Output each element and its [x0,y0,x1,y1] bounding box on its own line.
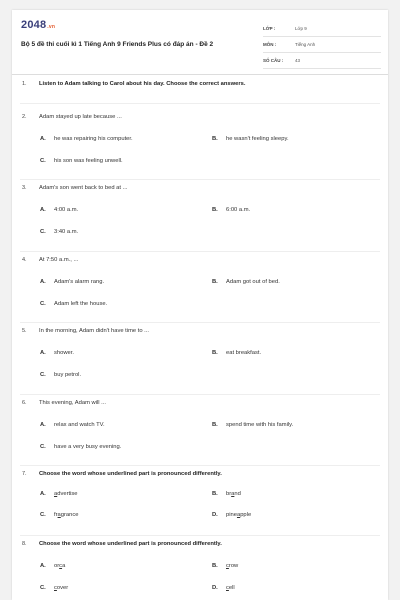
question-text: Adam stayed up late because ... [39,114,122,120]
answer-option-b[interactable]: B. 6:00 a.m. [212,207,251,213]
answer-option-c[interactable]: C. Adam left the house. [40,301,108,307]
question-separator [20,465,380,466]
answer-option-c[interactable]: C. have a very busy evening. [40,444,122,450]
question-separator [20,251,380,252]
answer-option-a[interactable]: A. 4:00 a.m. [40,207,79,213]
meta-key: SỐ CÂU : [263,58,284,63]
answer-option-a[interactable]: A. orca [40,563,66,569]
answer-option-c[interactable]: C. his son was feeling unwell. [40,158,123,164]
question-2 [22,114,372,174]
question-number: 1. [22,81,27,87]
question-text: Choose the word whose underlined part is pronounced differently. [39,471,222,477]
document-header [20,16,380,68]
header-divider [12,74,388,75]
answer-option-b[interactable]: B. spend time with his family. [212,422,294,428]
question-8 [22,541,372,599]
meta-row-class [263,24,381,37]
answer-option-b[interactable]: B. he wasn't feeling sleepy. [212,136,289,142]
question-number: 6. [22,400,27,406]
logo-suffix: .vn [47,24,56,30]
question-number: 2. [22,114,27,120]
question-separator [20,179,380,180]
answer-option-a[interactable]: A. Adam's alarm rang. [40,279,105,285]
question-text: Listen to Adam talking to Carol about his day. Choose the correct answers. [39,81,246,87]
answer-option-d[interactable]: D. cell [212,585,235,591]
question-6 [22,400,372,460]
meta-row-count [263,56,381,69]
answer-option-b[interactable]: B. brand [212,491,241,497]
document-title: Bộ 5 đề thi cuối kì 1 Tiếng Anh 9 Friends Plus có đáp án - Đề 2 [21,41,214,48]
answer-option-a[interactable]: A. shower. [40,350,74,356]
answer-option-a[interactable]: A. advertise [40,491,78,497]
question-number: 3. [22,185,27,191]
meta-key: LỚP : [263,26,276,31]
question-number: 8. [22,541,27,547]
question-text: Adam's son went back to bed at ... [39,185,128,191]
answer-option-d[interactable]: D. pineapple [212,512,252,518]
question-separator [20,394,380,395]
question-number: 4. [22,257,27,263]
meta-row-subject [263,40,381,53]
answer-option-b[interactable]: B. Adam got out of bed. [212,279,280,285]
meta-value: 43 [295,58,301,63]
answer-option-c[interactable]: C. cover [40,585,69,591]
question-4 [22,257,372,317]
question-text: In the morning, Adam didn't have time to ... [39,328,150,334]
question-1 [22,81,372,91]
answer-option-c[interactable]: C. 3:40 a.m. [40,229,79,235]
question-separator [20,535,380,536]
logo-main: 2048 [21,19,47,31]
answer-option-b[interactable]: B. eat breakfast. [212,350,262,356]
question-text: Choose the word whose underlined part is pronounced differently. [39,541,222,547]
answer-option-a[interactable]: A. he was repairing his computer. [40,136,133,142]
question-separator [20,103,380,104]
answer-option-c[interactable]: C. fragrance [40,512,79,518]
site-logo[interactable] [21,19,55,31]
answer-option-c[interactable]: C. buy petrol. [40,372,82,378]
question-separator [20,322,380,323]
question-text: At 7:50 a.m., ... [39,257,79,263]
answer-option-a[interactable]: A. relax and watch TV. [40,422,105,428]
meta-key: MÔN : [263,42,277,47]
question-5 [22,328,372,388]
question-number: 5. [22,328,27,334]
meta-value: Tiếng Anh [295,42,316,47]
meta-value: Lớp 9 [295,26,307,31]
meta-info [263,24,381,72]
exam-page [12,10,388,600]
question-7 [22,471,372,531]
question-text: This evening, Adam will ... [39,400,107,406]
question-number: 7. [22,471,27,477]
question-3 [22,185,372,245]
answer-option-b[interactable]: B. crow [212,563,239,569]
